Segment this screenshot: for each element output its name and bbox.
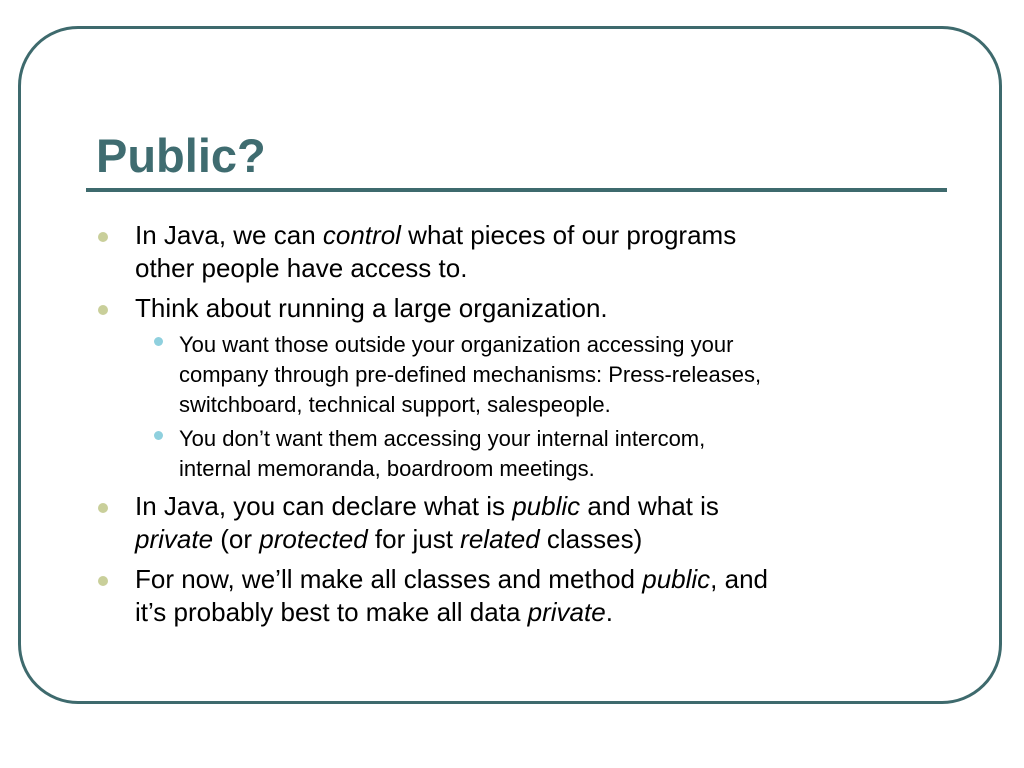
bullet-item [98, 219, 948, 285]
text-run: In Java, we can [135, 220, 323, 250]
bullet-icon [154, 337, 163, 346]
bullet-line [135, 219, 948, 252]
bullet-line [135, 490, 948, 523]
text-run: In Java, you can declare what is [135, 491, 513, 521]
bullet-line [179, 454, 948, 484]
emphasis-text: public [512, 491, 581, 521]
bullet-line [179, 424, 948, 454]
bullet-icon [154, 431, 163, 440]
slide-title: Public? [96, 129, 266, 182]
text-run: it’s probably best to make all data [135, 597, 528, 627]
bullet-item [98, 292, 948, 325]
emphasis-text: control [322, 220, 401, 250]
emphasis-text: public [642, 564, 711, 594]
text-run: classes) [539, 524, 643, 554]
text-run: what pieces of our programs [400, 220, 737, 250]
bullet-icon [98, 503, 108, 513]
bullet-line [179, 390, 948, 420]
bullet-icon [98, 576, 108, 586]
bullet-line [135, 292, 948, 325]
text-run: (or [213, 524, 260, 554]
bullet-line [135, 252, 948, 285]
bullet-item [98, 490, 948, 556]
bullet-icon [98, 305, 108, 315]
text-run: other people have access to. [135, 253, 468, 283]
text-run: and what is [580, 491, 719, 521]
text-run: for just [367, 524, 461, 554]
bullet-line [135, 563, 948, 596]
text-run: You want those outside your organization accessing your [179, 332, 734, 357]
text-run: . [605, 597, 613, 627]
text-run: You don’t want them accessing your internal intercom, [179, 426, 706, 451]
sub-bullet-item [142, 330, 948, 420]
title-underline [86, 188, 947, 192]
emphasis-text: protected [259, 524, 368, 554]
emphasis-text: private [527, 597, 606, 627]
bullet-line [135, 596, 948, 629]
emphasis-text: private [135, 524, 214, 554]
bullet-list [98, 219, 948, 636]
bullet-line [179, 360, 948, 390]
bullet-line [179, 330, 948, 360]
text-run: Think about running a large organization. [135, 293, 608, 323]
text-run: switchboard, technical support, salespeople. [179, 392, 611, 417]
text-run: For now, we’ll make all classes and method [135, 564, 643, 594]
text-run: , and [710, 564, 768, 594]
bullet-line [135, 523, 948, 556]
text-run: internal memoranda, boardroom meetings. [179, 456, 595, 481]
emphasis-text: related [460, 524, 540, 554]
bullet-icon [98, 232, 108, 242]
sub-bullet-item [142, 424, 948, 484]
bullet-item [98, 563, 948, 629]
text-run: company through pre-defined mechanisms: Press-releases, [179, 362, 762, 387]
